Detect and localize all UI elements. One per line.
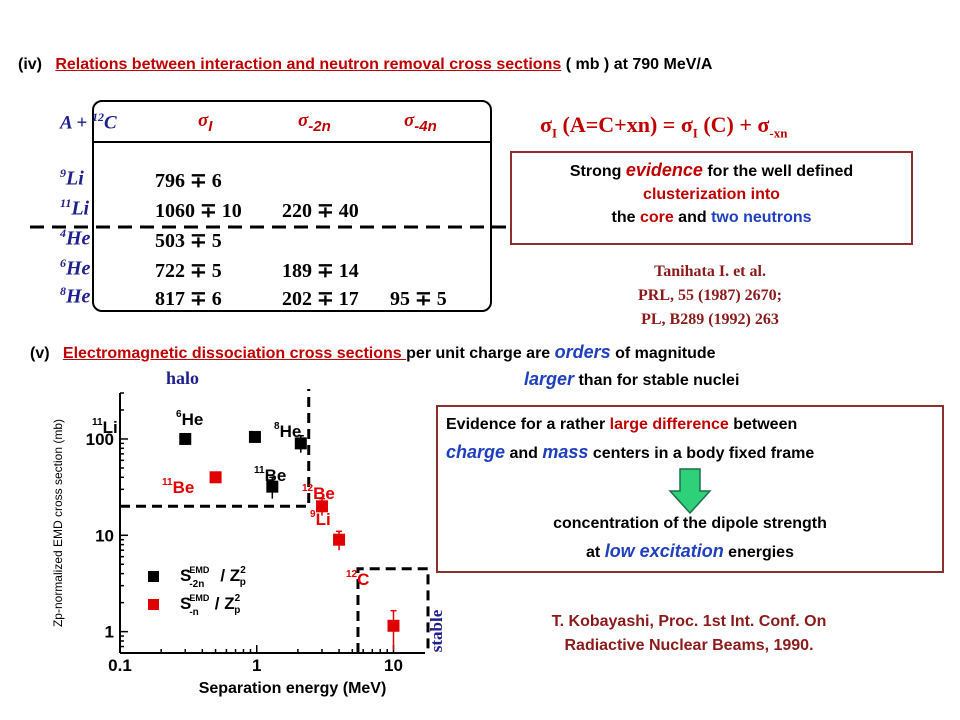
section-v-orders: orders xyxy=(554,342,611,362)
annotation-element: He xyxy=(279,422,302,441)
strong-line3-a: the xyxy=(611,209,640,226)
annotation-element: Li xyxy=(102,418,118,437)
formula-sub-xn: -xn xyxy=(769,125,788,141)
section-v-part3: of magnitude xyxy=(610,345,716,362)
legend-label-part: S xyxy=(180,594,192,613)
formula-part2: (C) + xyxy=(697,112,758,137)
nucleus-annotation xyxy=(254,465,286,485)
row-mass-number: 4 xyxy=(60,226,66,240)
header-sigma-symbol: σ xyxy=(198,110,209,131)
strong-line1-evidence: evidence xyxy=(625,160,703,180)
strong-line3-neutrons: two neutrons xyxy=(711,209,812,226)
evid-line3: concentration of the dipole strength xyxy=(553,515,827,532)
annotation-mass: 8 xyxy=(274,421,280,432)
row-element: He xyxy=(66,257,91,280)
y-tick-label: 100 xyxy=(85,429,114,449)
strong-line3-core: core xyxy=(639,209,674,226)
ref1-line1: Tanihata I. et al. xyxy=(654,263,766,280)
ref2-line2: Radiactive Nuclear Beams, 1990. xyxy=(564,637,814,654)
header-sigma-4n xyxy=(404,110,437,135)
annotation-mass: 11 xyxy=(92,417,103,428)
legend-label-part: EMD xyxy=(189,565,210,575)
section-v-line2 xyxy=(524,369,739,390)
strong-evidence-box xyxy=(510,151,913,245)
legend-label-part: -2n xyxy=(189,579,205,590)
section-v-larger: larger xyxy=(524,369,575,389)
reference-tanihata xyxy=(560,260,860,332)
section-iv-link[interactable]: Relations between interaction and neutron removal cross sections xyxy=(55,56,562,73)
annotation-mass: 11 xyxy=(162,477,173,488)
section-v-part2: per unit charge are xyxy=(406,345,555,362)
annotation-mass: 12 xyxy=(346,569,358,580)
cell-sigma-2n: 220 ∓ 40 xyxy=(282,200,359,222)
y-tick-label: 10 xyxy=(95,526,114,546)
legend-label-part: p xyxy=(234,605,241,616)
legend-marker xyxy=(148,571,159,582)
row-nucleus-label xyxy=(60,226,90,251)
header-sigma-2n xyxy=(298,110,331,135)
annotation-element: Be xyxy=(264,466,287,485)
formula-sub-i-2: I xyxy=(692,125,698,141)
nucleus-annotation xyxy=(162,477,194,497)
header-sigma-i-sub: I xyxy=(208,117,213,135)
header-reaction-a: A + xyxy=(60,112,92,134)
evid-line2-mass: mass xyxy=(542,442,589,462)
section-v-part4: than for stable nuclei xyxy=(574,372,740,389)
legend-label-part: EMD xyxy=(189,593,210,603)
legend-label xyxy=(180,565,246,590)
legend-label-part: / Z xyxy=(220,566,241,585)
evid-line4-c: energies xyxy=(723,544,794,561)
cell-sigma-i: 817 ∓ 6 xyxy=(155,288,222,310)
header-sigma-4n-sub: -4n xyxy=(414,117,437,135)
cell-sigma-2n: 202 ∓ 17 xyxy=(282,288,359,310)
strong-line1 xyxy=(512,159,911,183)
evidence-box xyxy=(436,405,944,573)
legend-marker xyxy=(148,599,159,610)
sigma-formula xyxy=(540,112,787,141)
evid-line4 xyxy=(438,538,942,566)
row-element: Li xyxy=(66,167,84,190)
header-sigma-i xyxy=(198,110,212,135)
y-axis-label: Zp-normalized EMD cross section (mb) xyxy=(51,418,65,628)
x-tick-label: 0.1 xyxy=(108,656,132,675)
evid-line1 xyxy=(446,412,797,438)
header-sigma-2n-sub: -2n xyxy=(308,117,331,135)
legend-label-part: p xyxy=(239,577,246,588)
formula-sigma-3: σ xyxy=(757,112,770,137)
cell-sigma-i: 722 ∓ 5 xyxy=(155,260,222,282)
evid-line2 xyxy=(446,439,814,467)
halo-label: halo xyxy=(166,368,200,388)
legend-label xyxy=(180,593,241,618)
annotation-mass: 12 xyxy=(302,483,314,494)
annotation-element: C xyxy=(357,570,370,589)
formula-part1: (A=C+xn) = xyxy=(557,112,681,137)
row-nucleus-label xyxy=(60,166,84,191)
header-reaction-c: C xyxy=(103,112,117,134)
stable-label: stable xyxy=(427,609,446,653)
annotation-element: Be xyxy=(172,478,195,497)
annotation-mass: 9 xyxy=(310,509,316,520)
legend-label-part: -n xyxy=(189,607,199,618)
section-iv-title xyxy=(18,56,712,74)
evid-line4-low-excitation: low excitation xyxy=(604,541,724,561)
evid-line1-c: between xyxy=(728,416,798,433)
header-reaction-sup: 12 xyxy=(91,110,104,124)
nucleus-annotation xyxy=(176,409,203,429)
evid-line2-and: and xyxy=(505,445,543,462)
cell-sigma-2n: 189 ∓ 14 xyxy=(282,260,359,282)
x-tick-label: 10 xyxy=(384,656,403,675)
strong-line1-c: for the well defined xyxy=(702,163,854,180)
x-tick-label: 1 xyxy=(252,656,262,675)
ref1-line3: PL, B289 (1992) 263 xyxy=(641,311,779,328)
annotation-element: Be xyxy=(313,484,335,503)
annotation-element: He xyxy=(181,410,204,429)
evid-line1-large-difference: large difference xyxy=(609,416,729,433)
data-point xyxy=(333,534,345,546)
data-point xyxy=(249,431,261,443)
row-nucleus-label xyxy=(60,284,90,309)
row-nucleus-label xyxy=(60,196,89,221)
ref2-line1: T. Kobayashi, Proc. 1st Int. Conf. On xyxy=(551,613,827,630)
annotation-mass: 6 xyxy=(176,409,182,420)
nucleus-annotation xyxy=(274,421,301,441)
row-element: He xyxy=(66,227,91,250)
header-reaction xyxy=(60,110,117,134)
formula-sub-i-1: I xyxy=(551,125,558,141)
nucleus-annotation xyxy=(302,483,335,503)
formula-sigma-2: σ xyxy=(680,112,693,137)
evid-line4-a: at xyxy=(586,544,605,561)
halo-dashed-divider xyxy=(30,224,520,230)
emd-chart xyxy=(40,385,446,697)
evid-line2-d: centers in a body fixed frame xyxy=(588,445,815,462)
row-mass-number: 8 xyxy=(60,284,66,298)
section-v-prefix: (v) xyxy=(30,345,50,362)
strong-line3-and: and xyxy=(673,209,712,226)
ref1-line2: PRL, 55 (1987) 2670; xyxy=(638,287,782,304)
strong-line1-a: Strong xyxy=(569,163,626,180)
cell-sigma-i: 796 ∓ 6 xyxy=(155,170,222,192)
legend-label-part: 2 xyxy=(240,565,246,576)
legend-label-part: / Z xyxy=(214,594,235,613)
section-iv-suffix: ( mb ) at 790 MeV/A xyxy=(561,56,713,73)
section-v-title xyxy=(30,342,716,363)
row-nucleus-label xyxy=(60,256,90,281)
cell-sigma-i: 1060 ∓ 10 xyxy=(155,200,242,222)
annotation-element: Li xyxy=(315,510,331,529)
formula-sigma-1: σ xyxy=(540,112,552,137)
annotation-mass: 11 xyxy=(254,465,265,476)
row-element: Li xyxy=(71,197,90,220)
reference-kobayashi xyxy=(494,610,884,658)
row-mass-number: 9 xyxy=(60,166,66,180)
y-tick-label: 1 xyxy=(104,622,114,642)
row-mass-number: 11 xyxy=(60,196,72,210)
halo-region-boundary xyxy=(120,389,309,506)
cell-sigma-4n: 95 ∓ 5 xyxy=(390,288,447,310)
evid-line2-charge: charge xyxy=(446,442,506,462)
header-sigma-symbol: σ xyxy=(404,110,415,131)
x-axis-label: Separation energy (MeV) xyxy=(198,680,387,697)
table-header-divider xyxy=(92,140,492,144)
legend-label-part: S xyxy=(180,566,192,585)
data-point xyxy=(210,471,222,483)
evid-line1-a: Evidence for a rather xyxy=(446,416,610,433)
nucleus-annotation xyxy=(310,509,331,529)
strong-line2: clusterization into xyxy=(643,186,780,203)
data-point xyxy=(179,433,191,445)
section-v-link[interactable]: Electromagnetic dissociation cross sections xyxy=(62,345,407,362)
legend-label-part: 2 xyxy=(234,593,241,604)
header-sigma-symbol: σ xyxy=(298,110,309,131)
section-iv-prefix: (iv) xyxy=(18,56,42,73)
cell-sigma-i: 503 ∓ 5 xyxy=(155,230,222,252)
down-arrow-icon xyxy=(670,469,710,515)
row-mass-number: 6 xyxy=(60,256,66,270)
strong-line3 xyxy=(512,206,911,229)
data-point xyxy=(387,620,399,632)
nucleus-annotation xyxy=(346,569,369,589)
row-element: He xyxy=(66,285,91,308)
